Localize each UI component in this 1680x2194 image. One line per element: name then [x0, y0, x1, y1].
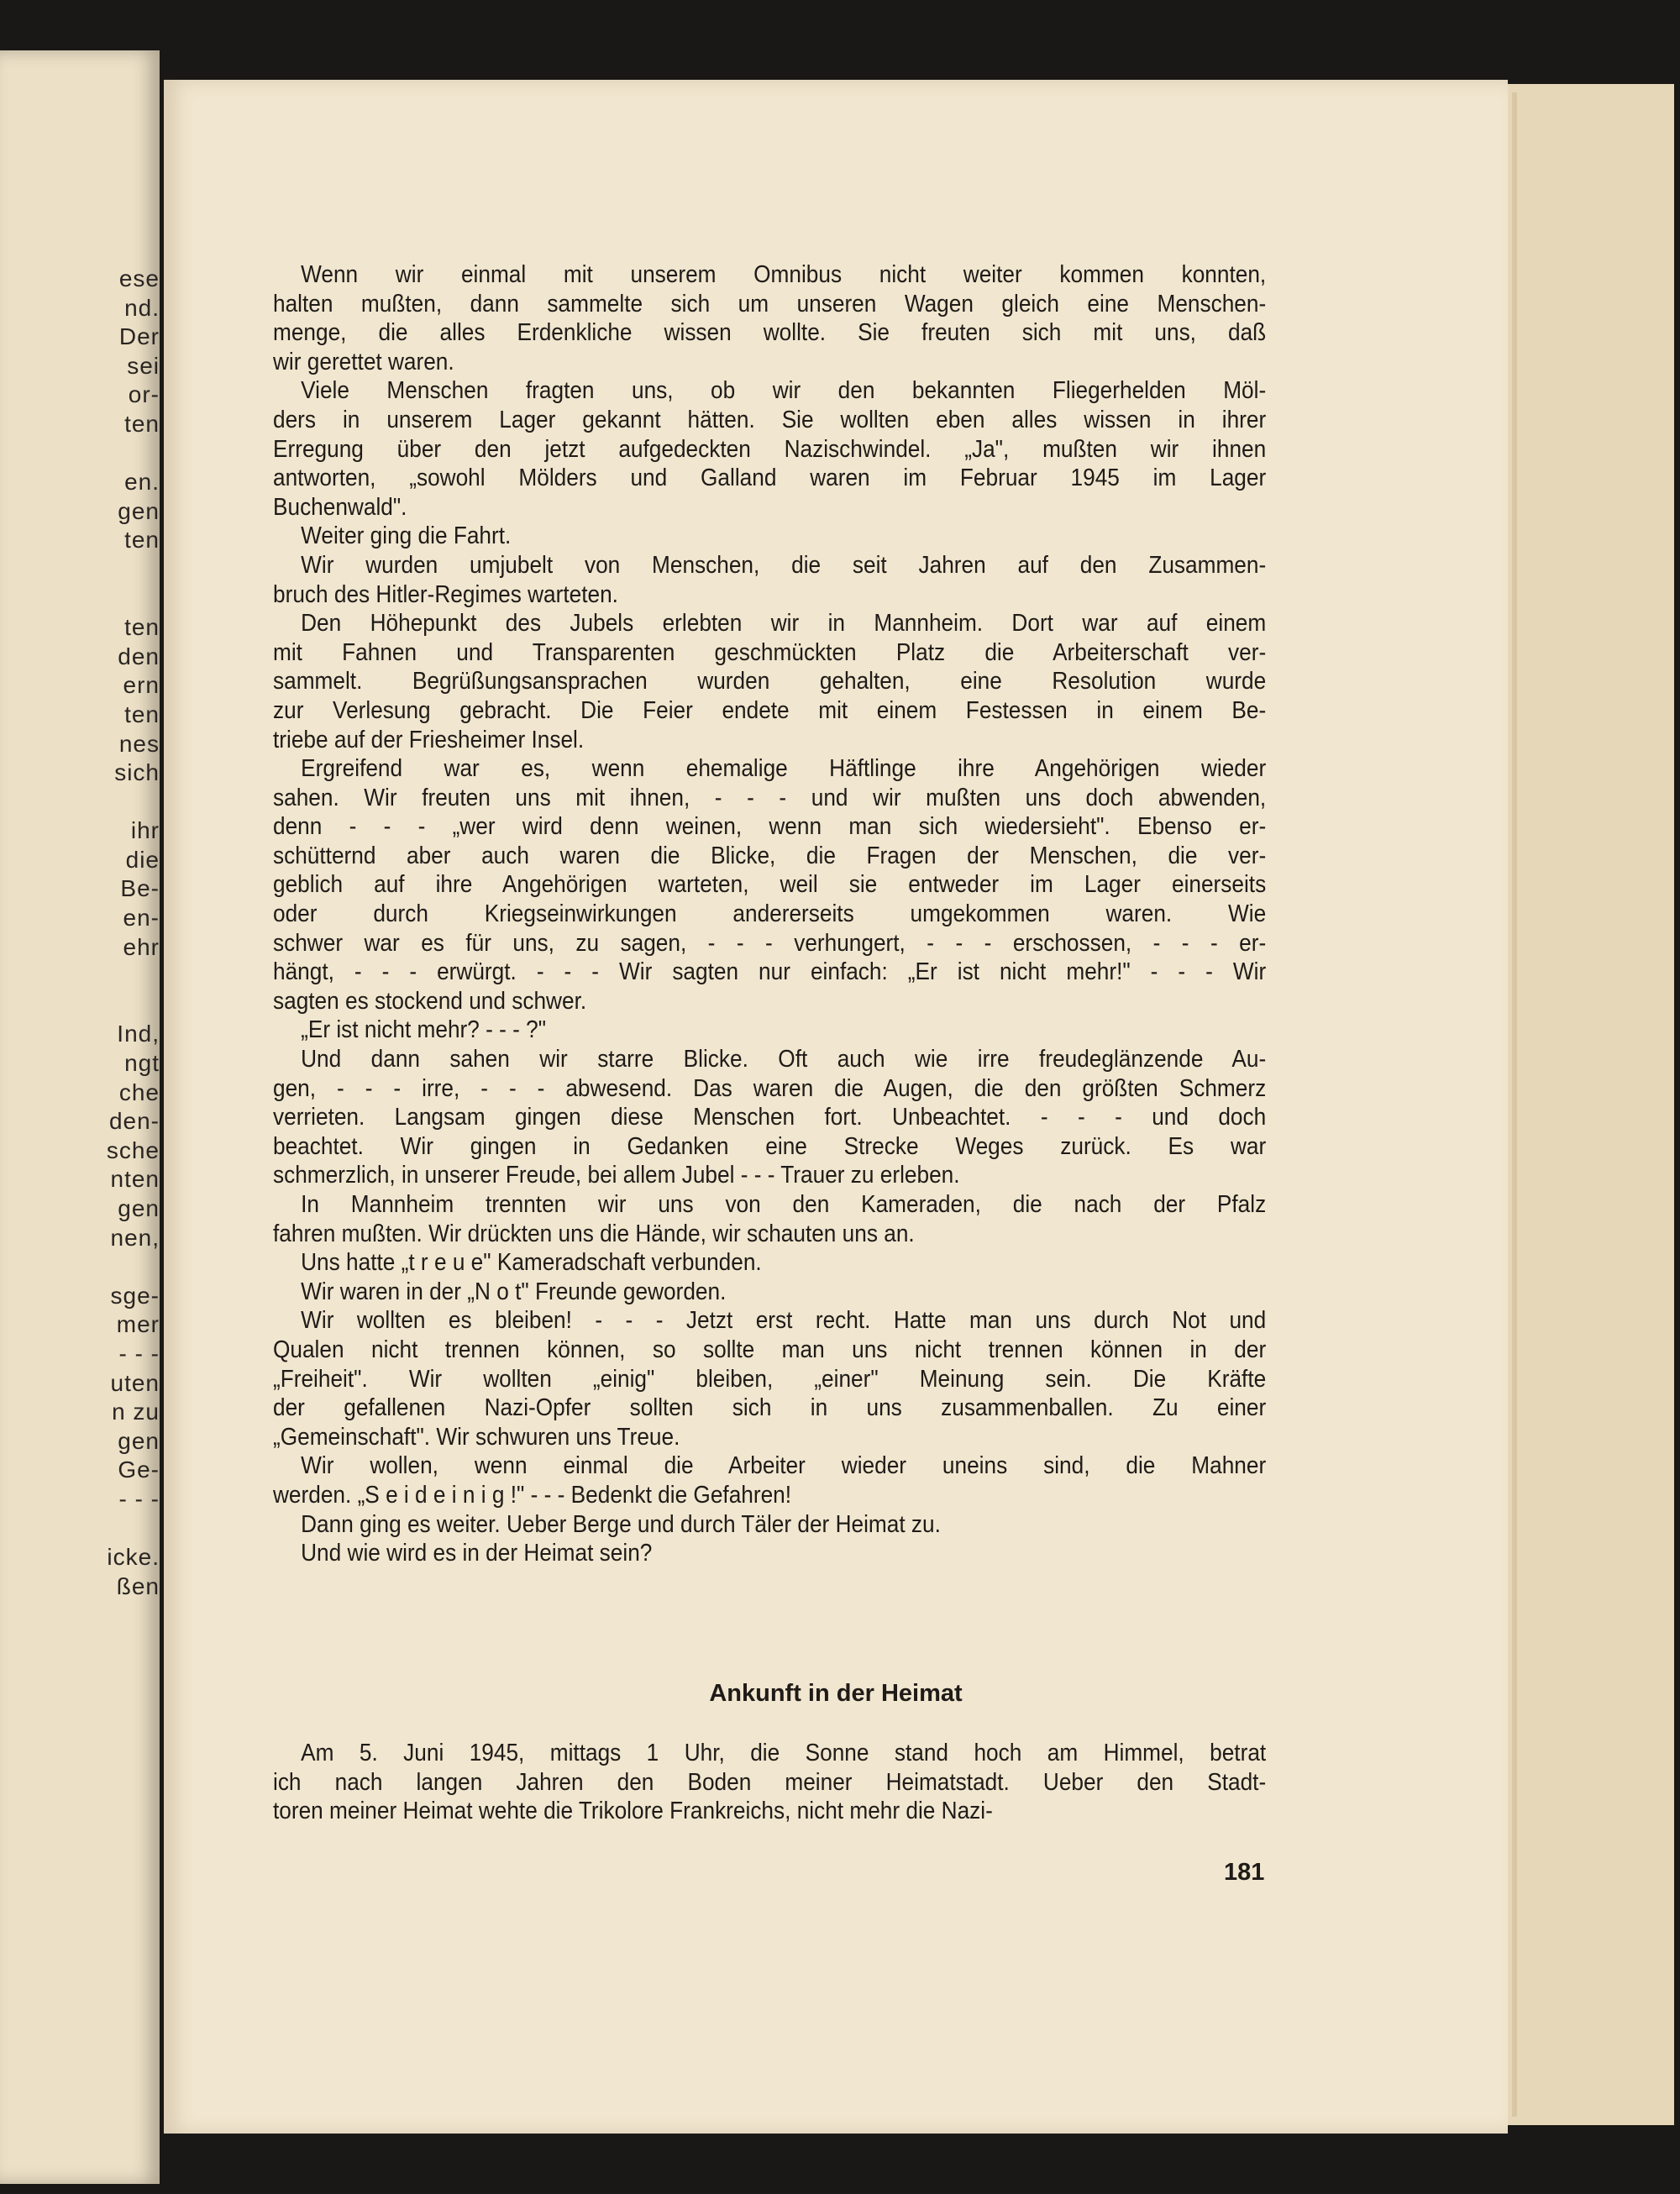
left-page-fragment: nten [110, 1166, 160, 1193]
text-line: Und dann sahen wir starre Blicke. Oft auch wie irre freudeglänzende Au- [301, 1046, 1267, 1073]
right-page [164, 80, 1508, 2134]
left-page-fragment: ehr [123, 933, 160, 960]
text-line: „Er ist nicht mehr? - - - ?" [301, 1016, 547, 1044]
text-line: werden. „S e i d e i n i g !" - - - Bedenkt die Gefahren! [273, 1481, 792, 1509]
text-line: mit Fahnen und Transparenten geschmückten Platz die Arbeiterschaft ver- [273, 638, 1267, 666]
left-page-fragment: gen [118, 1195, 160, 1221]
left-page-fragment [0, 439, 160, 469]
text-line: der gefallenen Nazi-Opfer sollten sich in uns zusammenballen. Zu einer [273, 1394, 1267, 1422]
text-line: Wir wurden umjubelt von Menschen, die seit Jahren auf den Zusammen- [301, 551, 1267, 579]
left-page-fragment [0, 788, 160, 817]
text-line: Wir waren in der „N o t" Freunde geworden. [301, 1278, 727, 1305]
text-line: hängt, - - - erwürgt. - - - Wir sagten nur einfach: „Er ist nicht mehr!" - - - Wir [273, 958, 1267, 986]
left-page-fragment [0, 585, 160, 614]
left-page-fragment: sche [106, 1136, 160, 1163]
text-line: sahen. Wir freuten uns mit ihnen, - - - und wir mußten uns doch abwenden, [273, 784, 1267, 811]
left-page-fragment: Be- [120, 875, 160, 902]
text-line: toren meiner Heimat wehte die Trikolore Frankreichs, nicht mehr die Nazi- [273, 1798, 993, 1825]
text-line: halten mußten, dann sammelte sich um unseren Wagen gleich eine Menschen- [273, 290, 1267, 318]
text-line: fahren mußten. Wir drückten uns die Hände, wir schauten uns an. [273, 1220, 915, 1247]
text-line: ich nach langen Jahren den Boden meiner Heimatstadt. Ueber den Stadt- [273, 1768, 1267, 1796]
left-page-fragment [0, 1252, 160, 1282]
text-line: Uns hatte „t r e u e" Kameradschaft verbunden. [301, 1249, 762, 1277]
text-line: In Mannheim trennten wir uns von den Kameraden, die nach der Pfalz [301, 1191, 1267, 1218]
text-line: beachtet. Wir gingen in Gedanken eine Strecke Weges zurück. Es war [273, 1132, 1267, 1160]
text-line: menge, die alles Erdenkliche wissen wollte. Sie freuten sich mit uns, daß [273, 319, 1267, 347]
text-line: bruch des Hitler-Regimes warteten. [273, 580, 618, 608]
left-page-fragment: nen, [110, 1224, 160, 1251]
text-line: zur Verlesung gebracht. Die Feier endete mit einem Festessen in einem Be- [273, 696, 1267, 724]
left-page-fragment: ten [124, 527, 160, 554]
text-line: oder durch Kriegseinwirkungen andererseits umgekommen waren. Wie [273, 900, 1267, 928]
text-line: Qualen nicht trennen können, so sollte man uns nicht trennen können in der [273, 1336, 1267, 1363]
text-line: gen, - - - irre, - - - abwesend. Das waren die Augen, die den größten Schmerz [273, 1074, 1267, 1102]
left-page-fragment: or- [128, 381, 160, 408]
left-page-fragment: Ge- [118, 1457, 160, 1483]
left-page-fragment: ern [123, 672, 160, 699]
text-line: antworten, „sowohl Mölders und Galland waren im Februar 1945 im Lager [273, 465, 1267, 492]
left-page-fragment: gen [118, 1427, 160, 1454]
left-page-fragment [0, 1514, 160, 1544]
text-line: geblich auf ihre Angehörigen warteten, weil sie entweder im Lager einerseits [273, 871, 1267, 899]
text-line: verrieten. Langsam gingen diese Menschen fort. Unbeachtet. - - - und doch [273, 1104, 1267, 1131]
left-page-fragment: ese [118, 265, 160, 291]
left-page-fragment: en. [124, 469, 160, 496]
left-page-fragment: en- [123, 905, 160, 932]
text-line: Buchenwald". [273, 493, 407, 521]
text-line: Wenn wir einmal mit unserem Omnibus nicht weiter kommen konnten, [301, 261, 1267, 288]
page-stack-edge [1504, 84, 1674, 2125]
text-line: Den Höhepunkt des Jubels erlebten wir in Mannheim. Dort war auf einem [301, 610, 1267, 638]
left-page-text [0, 265, 160, 1601]
section-heading: Ankunft in der Heimat [709, 1680, 963, 1707]
left-page-fragment: n zu [112, 1399, 160, 1425]
left-page [0, 50, 160, 2184]
text-line: „Gemeinschaft". Wir schwuren uns Treue. [273, 1423, 680, 1451]
left-page-fragment: ten [124, 410, 160, 437]
left-page-fragment: - - - [118, 1485, 160, 1512]
text-line: Viele Menschen fragten uns, ob wir den bekannten Fliegerhelden Möl- [301, 377, 1267, 405]
left-page-fragment: - - - [118, 1340, 160, 1367]
text-line: wir gerettet waren. [273, 348, 454, 375]
left-page-fragment: Der [118, 323, 160, 350]
text-line: „Freiheit". Wir wollten „einig" bleiben, „einer" Meinung sein. Die Kräfte [273, 1365, 1267, 1393]
page-number: 181 [1224, 1859, 1265, 1886]
text-line: Dann ging es weiter. Ueber Berge und durch Täler der Heimat zu. [301, 1510, 941, 1538]
left-page-fragment: ngt [124, 1050, 160, 1077]
left-page-fragment: Ind, [117, 1021, 160, 1047]
text-line: Erregung über den jetzt aufgedeckten Nazischwindel. „Ja", mußten wir ihnen [273, 435, 1267, 463]
text-line: denn - - - „wer wird denn weinen, wenn man sich wiedersieht". Ebenso er- [273, 813, 1267, 841]
page-stack-edge-inner [1512, 92, 1517, 2117]
left-page-fragment: ten [124, 701, 160, 727]
text-line: Und wie wird es in der Heimat sein? [301, 1540, 653, 1567]
left-page-fragment: ßen [116, 1572, 160, 1599]
left-page-fragment: ihr [130, 817, 160, 844]
left-page-fragment: nd. [124, 294, 160, 321]
text-line: Ergreifend war es, wenn ehemalige Häftlinge ihre Angehörigen wieder [301, 755, 1267, 783]
text-line: schmerzlich, in unserer Freude, bei allem Jubel - - - Trauer zu erleben. [273, 1162, 960, 1189]
text-line: Wir wollten es bleiben! - - - Jetzt erst recht. Hatte man uns durch Not und [301, 1307, 1267, 1335]
left-page-fragment [0, 555, 160, 585]
text-line: ders in unserem Lager gekannt hätten. Sie wollten eben alles wissen in ihrer [273, 406, 1267, 433]
left-page-fragment: die [125, 846, 160, 873]
left-page-fragment: icke. [107, 1544, 160, 1571]
left-page-fragment: den [118, 643, 160, 669]
text-line: triebe auf der Friesheimer Insel. [273, 726, 585, 753]
text-line: sagten es stockend und schwer. [273, 987, 587, 1015]
left-page-fragment: gen [118, 497, 160, 524]
text-line: Am 5. Juni 1945, mittags 1 Uhr, die Sonne stand hoch am Himmel, betrat [301, 1740, 1267, 1766]
text-line: Weiter ging die Fahrt. [301, 522, 512, 550]
left-page-fragment: nes [118, 730, 160, 757]
text-line: schütternd aber auch waren die Blicke, die Fragen der Menschen, die ver- [273, 842, 1267, 869]
left-page-fragment: mer [116, 1311, 160, 1338]
left-page-fragment: uten [110, 1369, 160, 1396]
left-page-fragment: ten [124, 614, 160, 641]
left-page-fragment: sge- [110, 1282, 160, 1309]
left-page-fragment: sei [127, 352, 160, 379]
text-line: Wir wollen, wenn einmal die Arbeiter wieder uneins sind, die Mahner [301, 1452, 1267, 1480]
left-page-fragment: den- [108, 1108, 160, 1135]
text-line: schwer war es für uns, zu sagen, - - - verhungert, - - - erschossen, - - - er- [273, 929, 1267, 957]
section-text [273, 1739, 1266, 1826]
text-line: sammelt. Begrüßungsansprachen wurden gehalten, eine Resolution wurde [273, 668, 1267, 695]
left-page-fragment [0, 962, 160, 991]
left-page-fragment: che [118, 1079, 160, 1105]
left-page-fragment: sich [114, 759, 160, 786]
body-text [273, 260, 1266, 1568]
left-page-fragment [0, 991, 160, 1021]
